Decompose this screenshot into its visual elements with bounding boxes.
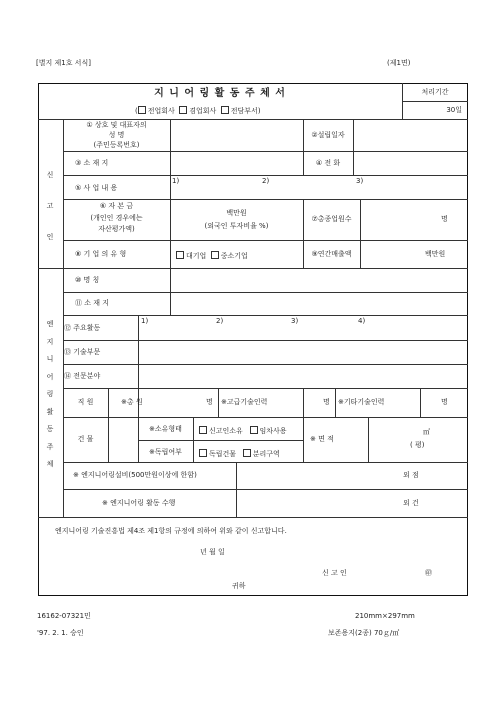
category-options: ( 전업회사 겸업회사 전담부서) [135, 107, 261, 115]
total-unit: 명 [206, 398, 213, 406]
label-senior-staff: ※고급기술인력 [221, 398, 268, 406]
checkbox-own-lease[interactable] [250, 426, 258, 434]
business-num-3: 3) [356, 177, 364, 185]
processing-label: 처리기간 [421, 88, 449, 96]
label-entity-name: ⑩ 명 칭 [75, 276, 100, 284]
label-entity-address: ⑪ 소 재 지 [75, 299, 109, 307]
date-line: 년 월 일 [200, 548, 225, 556]
label-capital-1: ⑥ 자 본 금 [99, 202, 134, 210]
input-address[interactable] [171, 152, 302, 174]
capital-unit: 백만원 [226, 209, 247, 217]
label-specialty: ⑭ 전문분야 [64, 372, 101, 380]
footer-approval: '97. 2. 1. 승인 [37, 629, 84, 637]
label-business: ⑤ 사 업 내 용 [75, 184, 118, 192]
footer-paper: 보존용지(2종) 70ｇ/㎡ [328, 629, 400, 637]
label-declarant: 신 고 인 [322, 569, 347, 577]
input-entity-address[interactable] [171, 293, 467, 314]
seal-mark: ㊞ [425, 569, 432, 577]
input-established[interactable] [354, 120, 467, 150]
checkbox-indep-area[interactable] [243, 449, 251, 457]
label-capital-3: 자산평가액) [98, 225, 135, 233]
activity-num-1: 1) [141, 317, 149, 325]
input-phone[interactable] [354, 152, 467, 174]
senior-unit: 명 [323, 398, 330, 406]
area-unit: ㎡ [423, 428, 430, 436]
activity-num-4: 4) [358, 317, 366, 325]
employees-unit: 명 [441, 215, 448, 223]
label-phone: ④ 전 화 [315, 159, 341, 167]
checkbox-concurrent[interactable] [179, 106, 187, 114]
input-entity-name[interactable] [171, 269, 467, 291]
checkbox-indep-building[interactable] [199, 449, 207, 457]
label-equipment: ※ 엔지니어링설비(500만원이상에 한함) [73, 471, 197, 479]
checkbox-large[interactable] [176, 251, 184, 259]
checkbox-sme[interactable] [211, 251, 219, 259]
form-title: 지 니 어 링 활 동 주 체 서 [154, 88, 286, 99]
other-unit: 명 [441, 398, 448, 406]
company-type-options: 대기업 중소기업 [176, 251, 248, 260]
label-staff: 직 원 [77, 398, 94, 406]
input-name[interactable] [171, 120, 302, 150]
equipment-unit: 외 점 [403, 471, 419, 479]
label-established: ②설립일자 [311, 131, 345, 139]
activity-num-2: 2) [216, 317, 224, 325]
label-name-1: ① 상호 및 대표자의 [86, 121, 147, 129]
checkbox-fulltime[interactable] [138, 106, 146, 114]
label-address: ③ 소 재 지 [75, 159, 109, 167]
label-area: ※ 면 적 [310, 435, 334, 443]
declaration-text: 엔지니어링 기술진흥법 제4조 제1항의 규정에 의하여 위와 같이 신고합니다. [55, 527, 287, 535]
label-name-2: 성 명 [108, 131, 125, 139]
area-pyeong: ( 평) [410, 441, 425, 449]
label-other-staff: ※기타기술인력 [338, 398, 385, 406]
ownership-options: 신고인소유 임차사용 [199, 426, 287, 435]
footer-doc-no: 16162-07321민 [37, 612, 91, 620]
label-company-type: ⑧ 기 업 의 유 형 [75, 250, 127, 258]
input-specialty[interactable] [139, 365, 467, 387]
label-building: 건 물 [77, 435, 94, 443]
label-employees: ⑦총종업원수 [311, 215, 352, 223]
section-engineering-entity: 엔지니어링활동주체 [46, 320, 54, 468]
label-ownership: ※소유형태 [149, 425, 182, 433]
page-label: (제1면) [387, 59, 411, 67]
form-number: [별지 제1호 서식] [36, 59, 91, 67]
foreign-ratio: (외국인 투자비율 %) [204, 222, 269, 230]
processing-value: 30일 [446, 106, 462, 114]
footer-size: 210mm×297mm [355, 612, 415, 620]
label-total-staff: ※총 원 [121, 398, 143, 406]
independence-options: 독립건물 분리구역 [199, 449, 280, 458]
sales-unit: 백만원 [425, 250, 446, 258]
label-sales: ⑨연간매출액 [311, 250, 352, 258]
label-performance: ※ 엔지니어링 활동 수행 [102, 499, 176, 507]
checkbox-own-self[interactable] [199, 426, 207, 434]
recipient: 귀하 [232, 582, 246, 590]
input-tech-dept[interactable] [139, 341, 467, 363]
business-num-1: 1) [172, 177, 180, 185]
label-independence: ※독립여부 [149, 448, 182, 456]
checkbox-dedicated[interactable] [221, 106, 229, 114]
section-applicant: 신고인 [46, 171, 54, 241]
performance-unit: 외 건 [403, 499, 419, 507]
label-tech-dept: ⑬ 기술부문 [64, 348, 101, 356]
business-num-2: 2) [262, 177, 270, 185]
label-name-3: (주민등록번호) [93, 141, 140, 149]
label-capital-2: (개인인 경우에는 [90, 214, 143, 222]
label-main-activity: ⑫ 주요활동 [64, 324, 101, 332]
activity-num-3: 3) [291, 317, 299, 325]
